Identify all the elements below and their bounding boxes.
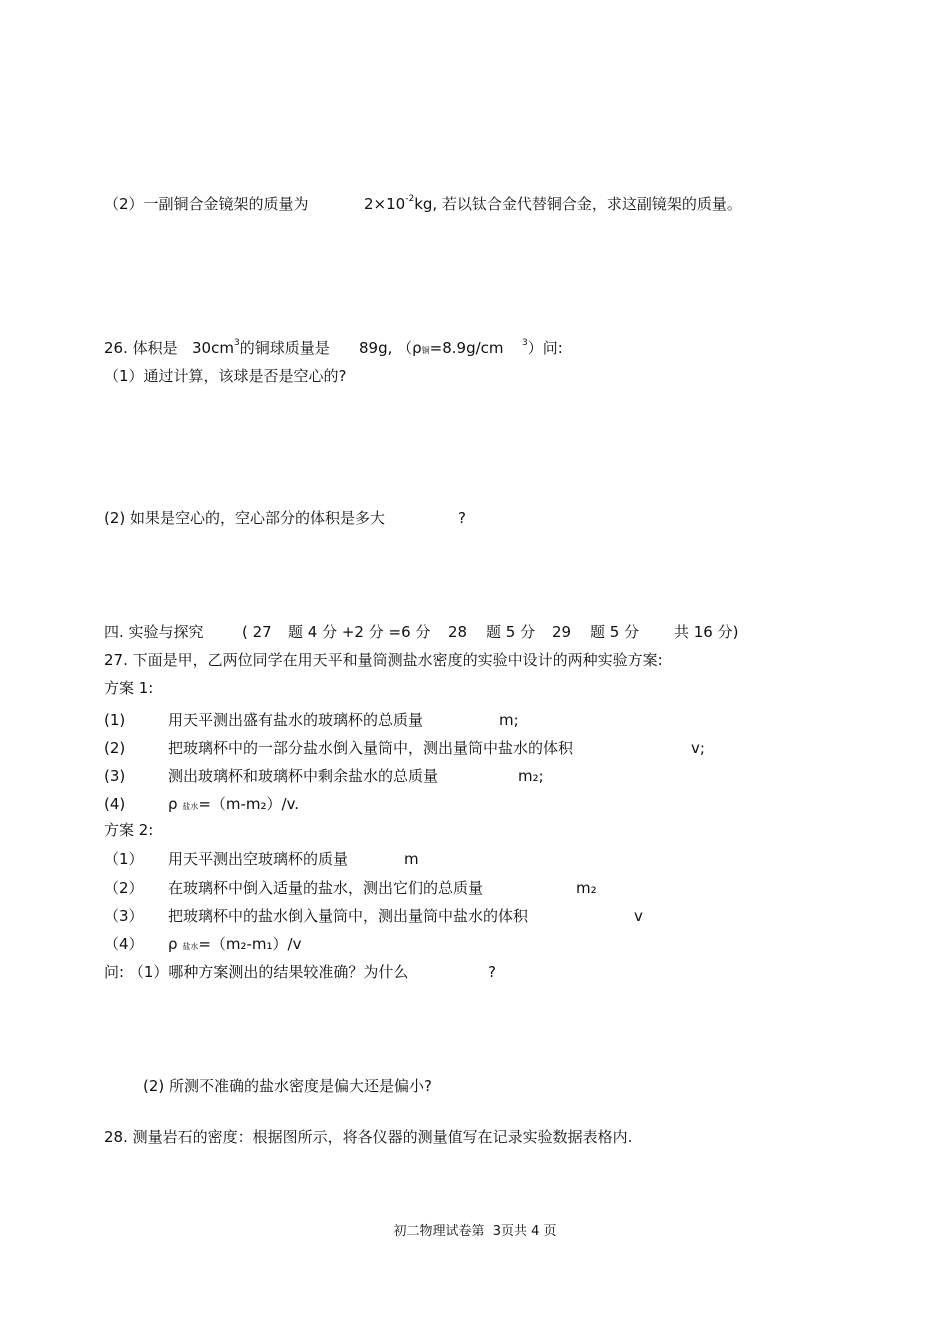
- q26-part1: （1）通过计算，该球是否是空心的?: [104, 367, 347, 385]
- q27-intro: 27. 下面是甲，乙两位同学在用天平和量筒测盐水密度的实验中设计的两种实验方案:: [104, 651, 663, 669]
- q28-stem: 28. 测量岩石的密度：根据图所示，将各仪器的测量值写在记录实验数据表格内.: [104, 1128, 633, 1146]
- page-footer: 初二物理试卷第 3页共 4 页: [393, 1224, 557, 1239]
- plan2-title: 方案 2:: [104, 821, 154, 839]
- q27-ask2: (2) 所测不准确的盐水密度是偏大还是偏小?: [143, 1077, 432, 1095]
- q25-part2-value: $2\times 10^{-2}kg$, 若以钛合金代替铜合金，求这副镜架的质量。: [364, 194, 742, 213]
- plan1-title: 方案 1:: [104, 679, 154, 697]
- q25-part2-label: （2）一副铜合金镜架的质量为: [104, 195, 309, 213]
